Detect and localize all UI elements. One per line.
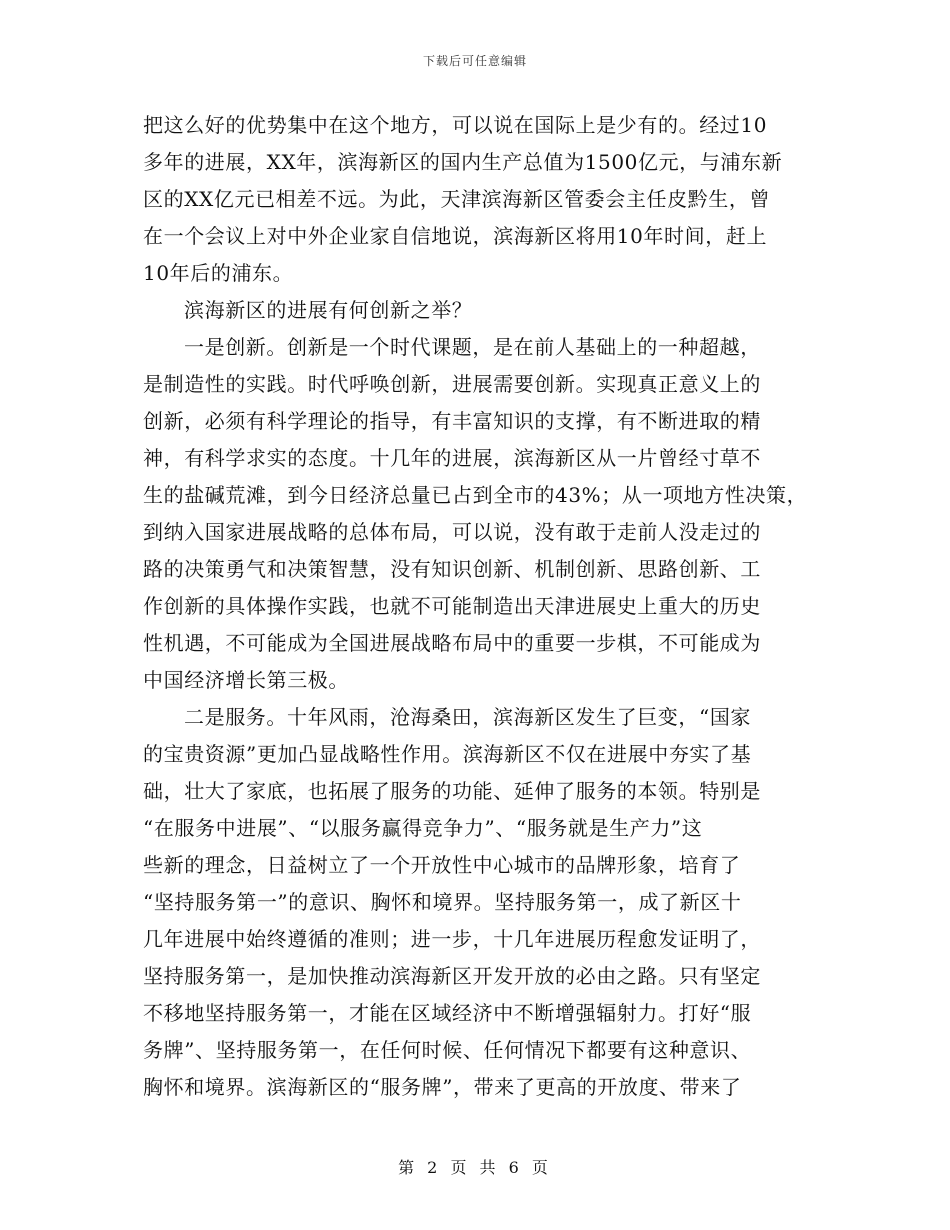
text-line: 性机遇，不可能成为全国进展战略布局中的重要一步棋，不可能成为 xyxy=(143,631,761,655)
page-number: 第 2 页 共 6 页 xyxy=(398,1158,552,1177)
text-line: 的宝贵资源”更加凸显战略性作用。滨海新区不仅在进展中夯实了基 xyxy=(143,742,752,766)
text-line: 胸怀和境界。滨海新区的“服务牌”，带来了更高的开放度、带来了 xyxy=(143,1075,742,1099)
text-line: 创新，必须有科学理论的指导，有丰富知识的支撑，有不断进取的精 xyxy=(143,409,761,433)
text-line: 务牌”、坚持服务第一，在任何时候、任何情况下都要有这种意识、 xyxy=(143,1038,752,1062)
text-line: 中国经济增长第三极。 xyxy=(143,668,349,692)
text-line: 几年进展中始终遵循的准则；进一步，十几年进展历程愈发证明了， xyxy=(143,927,761,951)
text-line: 坚持服务第一，是加快推动滨海新区开发开放的必由之路。只有坚定 xyxy=(143,964,761,988)
text-line: 把这么好的优势集中在这个地方，可以说在国际上是少有的。经过10 xyxy=(143,113,768,137)
text-line: 10年后的浦东。 xyxy=(143,261,294,285)
text-line: “在服务中进展”、“以服务赢得竞争力”、“服务就是生产力”这 xyxy=(143,816,703,840)
text-line: 础，壮大了家底，也拓展了服务的功能、延伸了服务的本领。特别是 xyxy=(143,779,761,803)
document-body xyxy=(143,107,833,1106)
page-header: 下载后可任意编辑 xyxy=(422,54,527,68)
paragraph-start: 一是创新。创新是一个时代课题，是在前人基础上的一种超越， xyxy=(184,335,761,359)
section-question: 滨海新区的进展有何创新之举？ xyxy=(184,298,473,322)
text-line: 到纳入国家进展战略的总体布局，可以说，没有敢于走前人没走过的 xyxy=(143,520,761,544)
text-line: 路的决策勇气和决策智慧，没有知识创新、机制创新、思路创新、工 xyxy=(143,557,761,581)
paragraph-start: 二是服务。十年风雨，沧海桑田，滨海新区发生了巨变，“国家 xyxy=(184,705,752,729)
text-line: 生的盐碱荒滩，到今日经济总量已占到全市的43%；从一项地方性决策， xyxy=(143,483,808,507)
text-line: 多年的进展，XX年，滨海新区的国内生产总值为1500亿元，与浦东新 xyxy=(143,150,783,174)
text-line: 在一个会议上对中外企业家自信地说，滨海新区将用10年时间，赶上 xyxy=(143,224,768,248)
text-line: 不移地坚持服务第一，才能在区域经济中不断增强辐射力。打好“服 xyxy=(143,1001,752,1025)
text-line: 是制造性的实践。时代呼唤创新，进展需要创新。实现真正意义上的 xyxy=(143,372,761,396)
text-line: 作创新的具体操作实践，也就不可能制造出天津进展史上重大的历史 xyxy=(143,594,761,618)
text-line: “坚持服务第一”的意识、胸怀和境界。坚持服务第一，成了新区十 xyxy=(143,890,742,914)
text-line: 区的XX亿元已相差不远。为此，天津滨海新区管委会主任皮黔生，曾 xyxy=(143,187,771,211)
text-line: 些新的理念，日益树立了一个开放性中心城市的品牌形象，培育了 xyxy=(143,853,741,877)
text-line: 神，有科学求实的态度。十几年的进展，滨海新区从一片曾经寸草不 xyxy=(143,446,761,470)
